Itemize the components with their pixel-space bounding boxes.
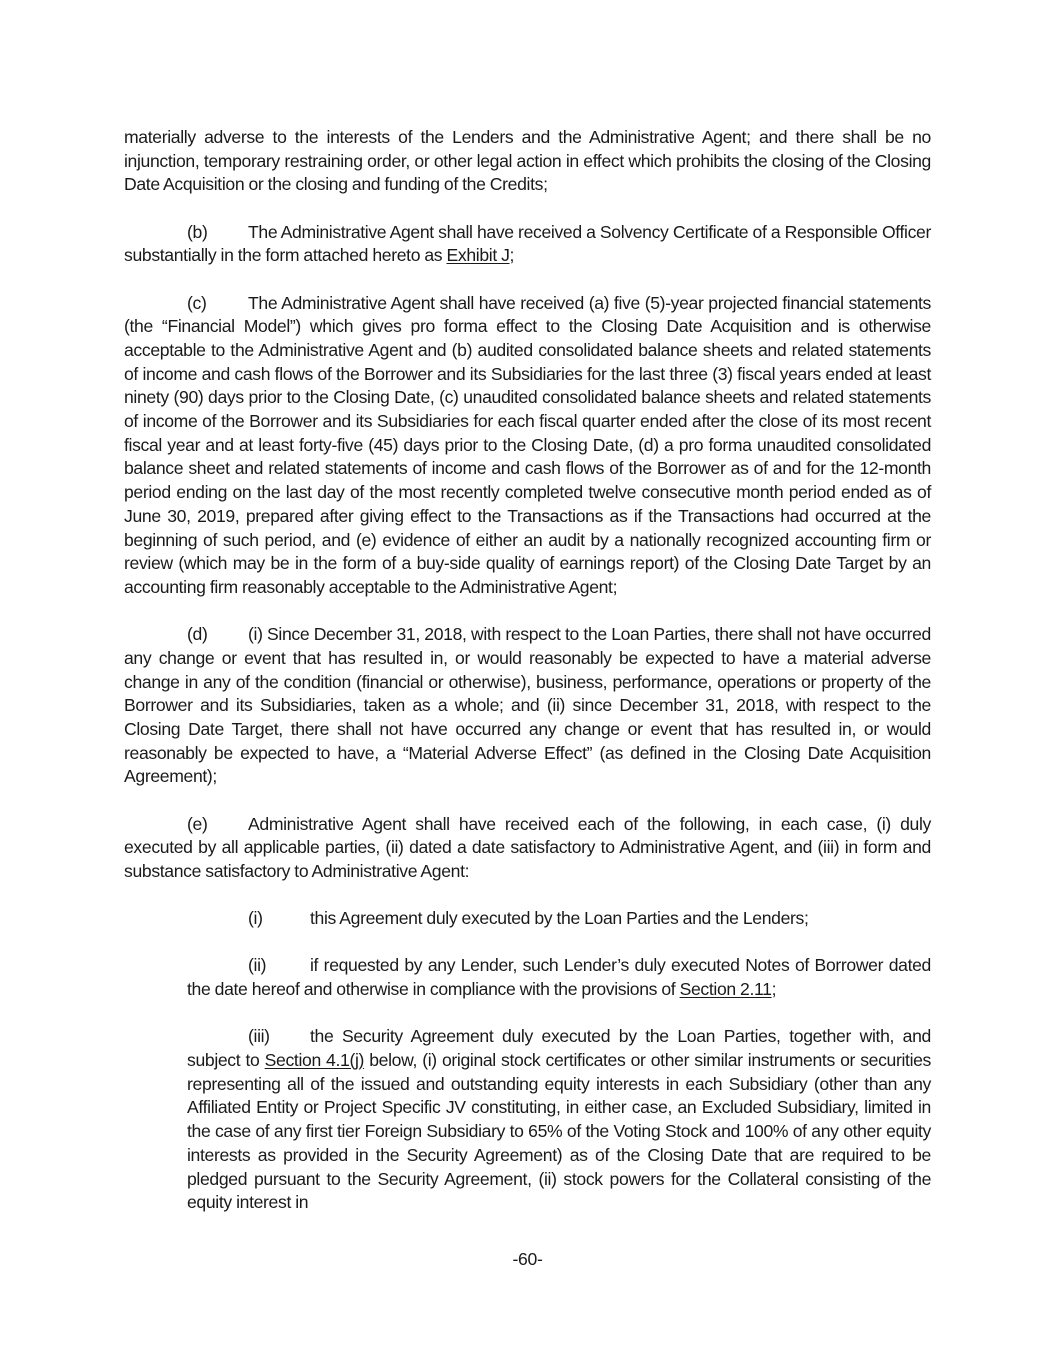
page-number: -60- [512, 1249, 543, 1269]
section-4-1-j-link[interactable]: Section 4.1(j) [264, 1050, 365, 1070]
continuation-text: materially adverse to the interests of the Lenders and the Administrative Agent; and there shall be no injunction, temporary restraining order, or other legal action in effect which prohibits the closing of the Closing Date Acquisition or the closing and funding of the Credits; [124, 127, 931, 195]
paragraph-e-text: Administrative Agent shall have received each of the following, in each case, (i) duly executed by all applicable parties, (ii) dated a date satisfactory to Administrative Agent, and (iii) in form and substance satisfactory to Administrative Agent: [124, 813, 931, 881]
paragraph-b-label: (b) [187, 221, 208, 242]
continuation-paragraph [124, 126, 931, 197]
subparagraph-ii-label: (ii) [248, 955, 267, 976]
subparagraph-ii [187, 954, 931, 1001]
subparagraph-iii [187, 1025, 931, 1215]
exhibit-j-link[interactable]: Exhibit J [446, 245, 510, 266]
subparagraph-i [187, 907, 931, 931]
subparagraph-iii-label: (iii) [248, 1026, 270, 1047]
paragraph-b-text-end: ; [509, 245, 515, 266]
paragraph-b-text: The Administrative Agent shall have received a Solvency Certificate of a Responsible Officer substantially in the form attached hereto as [124, 221, 931, 266]
subparagraph-ii-text-end: ; [771, 979, 777, 1000]
paragraph-c-text: The Administrative Agent shall have received (a) five (5)-year projected financial statements (the “Financial Model”) which gives pro forma effect to the Closing Date Acquisition and is otherwise acceptable to the Administrative Agent and (b) audited consolidated balance sheets and related statements of income and cash flows of the Borrower and its Subsidiaries for the last three (3) fiscal years ended at least ninety (90) days prior to the Closing Date, (c) unaudited consolidated balance sheets and related statements of income of the Borrower and its Subsidiaries for each fiscal quarter ended after the close of its most recent fiscal year and at least forty-five (45) days prior to the Closing Date, (d) a pro forma unaudited consolidated balance sheet and related statements of income and cash flows of the Borrower as of and for the 12-month period ending on the last day of the most recently completed twelve consecutive month period ended as of June 30, 2019, prepared after giving effect to the Transactions as if the Transactions had occurred at the beginning of such period, and (e) evidence of either an audit by a nationally recognized accounting firm or review (which may be in the form of a buy-side quality of earnings report) of the Closing Date Target by an accounting firm reasonably acceptable to the Administrative Agent; [124, 292, 931, 597]
paragraph-b [124, 221, 931, 268]
paragraph-e-label: (e) [187, 813, 208, 834]
paragraph-d-text: (i) Since December 31, 2018, with respect to the Loan Parties, there shall not have occurred any change or event that has resulted in, or would reasonably be expected to have a material adverse change in any of the condition (financial or otherwise), business, performance, operations or property of the Borrower and its Subsidiaries, taken as a whole; and (ii) since December 31, 2018, with respect to the Closing Date Target, there shall not have occurred any change or event that has resulted in, or would reasonably be expected to have, a “Material Adverse Effect” (as defined in the Closing Date Acquisition Agreement); [124, 624, 931, 787]
subparagraph-iii-text: the Security Agreement duly executed by the Loan Parties, together with, and subject to [187, 1026, 931, 1070]
section-2-11-link[interactable]: Section 2.11 [679, 979, 772, 1000]
subparagraph-i-text: this Agreement duly executed by the Loan Parties and the Lenders; [310, 908, 809, 929]
subparagraph-ii-text: if requested by any Lender, such Lender’s duly executed Notes of Borrower dated the date hereof and otherwise in compliance with the provisions of [187, 955, 931, 1000]
subparagraph-i-label: (i) [248, 908, 263, 929]
paragraph-c-label: (c) [187, 292, 207, 313]
subparagraph-iii-text-end: below, (i) original stock certificates or other similar instruments or securities representing all of the issued and outstanding equity interests in each Subsidiary (other than any Affiliated Entity or Project Specific JV constituting, in either case, an Excluded Subsidiary, limited in the case of any first tier Foreign Subsidiary to 65% of the Voting Stock and 100% of any other equity interests as provided in the Security Agreement) as of the Closing Date that are required to be pledged pursuant to the Security Agreement, (ii) stock powers for the Collateral consisting of the equity interest in [187, 1050, 932, 1213]
document-body [124, 126, 931, 1238]
paragraph-c [124, 292, 931, 600]
paragraph-d-label: (d) [187, 624, 208, 645]
paragraph-e [124, 813, 931, 884]
paragraph-d [124, 623, 931, 789]
